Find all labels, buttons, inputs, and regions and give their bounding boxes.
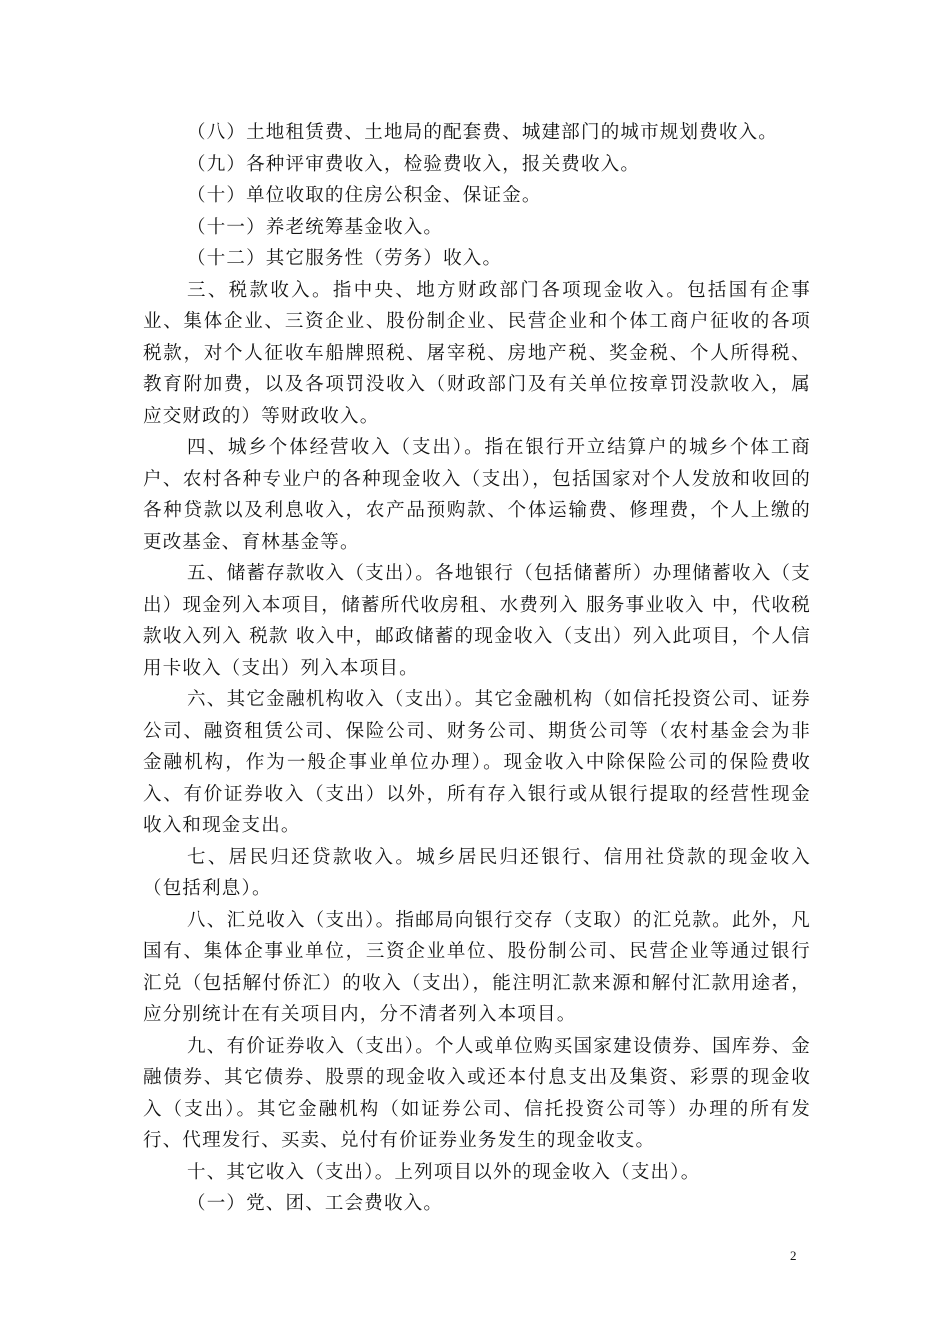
paragraph-section-3: 三、税款收入。指中央、地方财政部门各项现金收入。包括国有企事业、集体企业、三资企业、股份制企业、民营企业和个体工商户征收的各项税款，对个人征收车船牌照税、屠宰税、房地产税、奖金税、个人所得税、教育附加费，以及各项罚没收入（财政部门及有关单位按章罚没款收入，属应交财政的）等财政收入。 bbox=[143, 279, 811, 427]
paragraph-section-7: 七、居民归还贷款收入。城乡居民归还银行、信用社贷款的现金收入（包括利息）。 bbox=[143, 846, 811, 899]
paragraph-section-8: 八、汇兑收入（支出）。指邮局向银行交存（支取）的汇兑款。此外，凡国有、集体企事业单位，三资企业单位、股份制公司、民营企业等通过银行汇兑（包括解付侨汇）的收入（支出），能注明汇款来源和解付汇款用途者，应分别统计在有关项目内，分不清者列入本项目。 bbox=[143, 909, 811, 1025]
paragraph-section-9: 九、有价证券收入（支出）。个人或单位购买国家建设债券、国库券、金融债券、其它债券、股票的现金收入或还本付息支出及集资、彩票的现金收入（支出）。其它金融机构（如证券公司、信托投资公司等）办理的所有发行、代理发行、买卖、兑付有价证券业务发生的现金收支。 bbox=[143, 1035, 811, 1151]
paragraph-item-10: （十）单位收取的住房公积金、保证金。 bbox=[187, 185, 542, 206]
paragraph-section-4: 四、城乡个体经营收入（支出）。指在银行开立结算户的城乡个体工商户、农村各种专业户的各种现金收入（支出），包括国家对个人发放和收回的各种贷款以及利息收入，农产品预购款、个体运输费、修理费，个人上缴的更改基金、育林基金等。 bbox=[143, 437, 811, 553]
paragraph-item-11: （十一）养老统筹基金收入。 bbox=[187, 216, 444, 238]
paragraph-item-12: （十二）其它服务性（劳务）收入。 bbox=[187, 248, 503, 269]
paragraph-section-10: 十、其它收入（支出）。上列项目以外的现金收入（支出）。 bbox=[187, 1161, 701, 1183]
paragraph-item-9: （九）各种评审费收入，检验费收入，报关费收入。 bbox=[187, 153, 641, 175]
page-number: 2 bbox=[790, 1248, 797, 1263]
paragraph-section-5: 五、储蓄存款收入（支出）。各地银行（包括储蓄所）办理储蓄收入（支出）现金列入本项目，储蓄所代收房租、水费列入 服务事业收入 中，代收税款收入列入 税款 收入中，邮政储蓄的现金收入（支出）列入此项目，个人信用卡收入（支出）列入本项目。 bbox=[143, 563, 811, 679]
paragraph-sub-item-1: （一）党、团、工会费收入。 bbox=[187, 1193, 444, 1214]
document-body bbox=[143, 117, 811, 1220]
paragraph-section-6: 六、其它金融机构收入（支出）。其它金融机构（如信托投资公司、证券公司、融资租赁公司、保险公司、财务公司、期货公司等（农村基金会为非金融机构，作为一般企事业单位办理）。现金收入中除保险公司的保险费收入、有价证券收入（支出）以外，所有存入银行或从银行提取的经营性现金收入和现金支出。 bbox=[143, 689, 811, 836]
paragraph-item-8: （八）土地租赁费、土地局的配套费、城建部门的城市规划费收入。 bbox=[187, 122, 779, 143]
